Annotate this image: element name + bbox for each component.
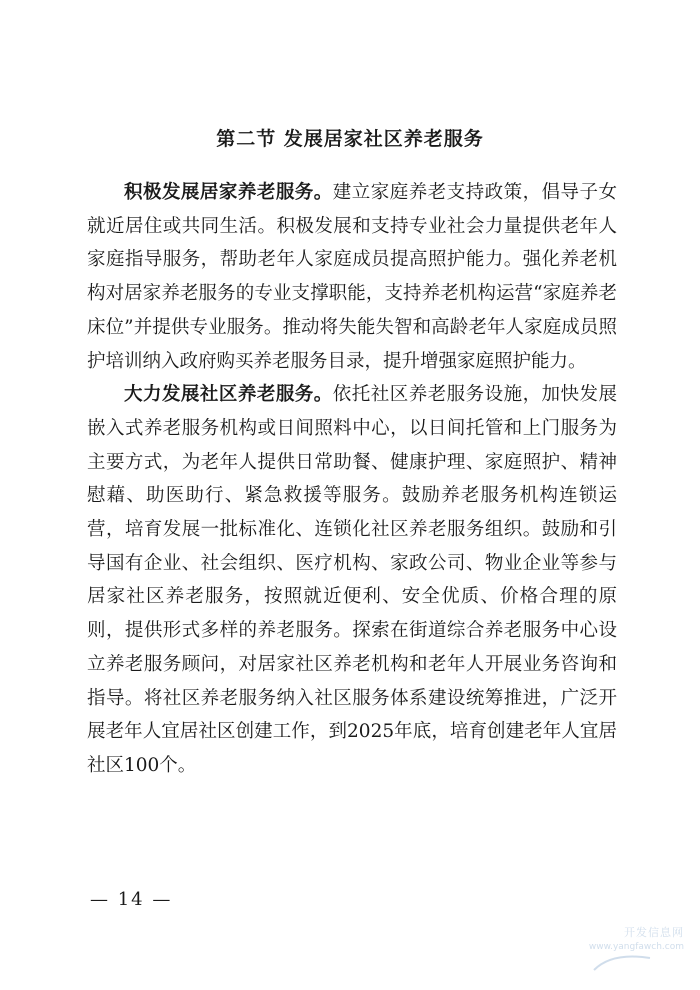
watermark-logo (588, 920, 684, 976)
section-title: 第二节 发展居家社区养老服务 (216, 128, 484, 150)
watermark-title: 开发信息网 (624, 926, 684, 939)
paragraph-text: 建立家庭养老支持政策，倡导子女就近居住或共同生活。积极发展和支持专业社会力量提供老年人家庭指导服务，帮助老年人家庭成员提高照护能力。强化养老机构对居家养老服务的专业支撑职能，支持养老机构运营“家庭养老床位”并提供专业服务。推动将失能失智和高龄老年人家庭成员照护培训纳入政府购买养老服务目录，提升增强家庭照护能力。 (87, 182, 617, 372)
page-number: — 14 — (90, 889, 173, 910)
paragraph-community-care (87, 378, 617, 782)
watermark-url: www.yangfawch.com (588, 942, 684, 952)
paragraph-lead: 大力发展社区养老服务。 (124, 384, 333, 406)
body-text (87, 176, 617, 783)
paragraph-home-care (87, 176, 617, 378)
paragraph-text: 依托社区养老服务设施，加快发展嵌入式养老服务机构或日间照料中心，以日间托管和上门服务为主要方式，为老年人提供日常助餐、健康护理、家庭照护、精神慰藉、助医助行、紧急救援等服务。鼓励养老服务机构连锁运营，培育发展一批标准化、连锁化社区养老服务组织。鼓励和引导国有企业、社会组织、医疗机构、家政公司、物业企业等参与居家社区养老服务，按照就近便利、安全优质、价格合理的原则，提供形式多样的养老服务。探索在街道综合养老服务中心设立养老服务顾问，对居家社区养老机构和老年人开展业务咨询和指导。将社区养老服务纳入社区服务体系建设统筹推进，广泛开展老年人宜居社区创建工作，到2025年底，培育创建老年人宜居社区100个。 (87, 384, 617, 776)
swoosh-icon (592, 950, 652, 974)
paragraph-lead: 积极发展居家养老服务。 (124, 182, 333, 203)
